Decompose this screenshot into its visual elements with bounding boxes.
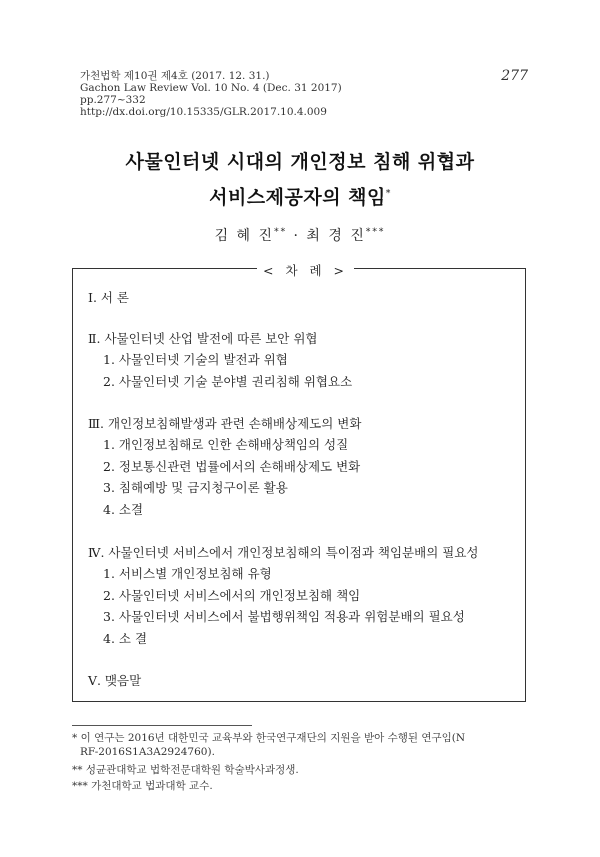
footnote-1 <box>72 731 465 759</box>
author-line <box>0 225 600 245</box>
toc-entry-3: Ⅲ. 개인정보침해발생과 관련 손해배상제도의 변화 <box>88 416 362 431</box>
footnote-1-line-1: * 이 연구는 2016년 대한민국 교육부와 한국연구재단의 지원을 받아 수행된 연구임(N <box>72 732 466 744</box>
toc-entry-3-3: 3. 침해예방 및 금지청구이론 활용 <box>103 480 288 495</box>
author-separator: · <box>293 228 300 244</box>
author-1: 김 혜 진 <box>214 228 275 244</box>
title-line-2-text: 서비스제공자의 책임 <box>209 186 386 209</box>
title-line-1: 사물인터넷 시대의 개인정보 침해 위협과 <box>125 151 475 173</box>
title-footnote-mark: * <box>385 189 391 199</box>
footnote-3: *** 가천대학교 법과대학 교수. <box>72 780 213 792</box>
toc-entry-2: Ⅱ. 사물인터넷 산업 발전에 따른 보안 위협 <box>88 331 318 346</box>
doi-link[interactable]: http://dx.doi.org/10.15335/GLR.2017.10.4.009 <box>80 106 327 118</box>
footnote-2: ** 성균관대학교 법학전문대학원 학술박사과정생. <box>72 764 299 776</box>
author-2-mark: *** <box>365 227 386 238</box>
toc-entry-3-4: 4. 소결 <box>103 502 144 517</box>
toc-entry-4-1: 1. 서비스별 개인정보침해 유형 <box>103 566 272 581</box>
toc-entry-2-2: 2. 사물인터넷 기술 분야별 권리침해 위협요소 <box>103 374 353 389</box>
title-line-2 <box>0 178 600 213</box>
journal-issue-english: Gachon Law Review Vol. 10 No. 4 (Dec. 31 2017) <box>80 82 342 94</box>
toc-entry-1: Ⅰ. 서 론 <box>88 290 130 305</box>
toc-entry-3-1: 1. 개인정보침해로 인한 손해배상책임의 성질 <box>103 437 349 452</box>
toc-entry-4: Ⅳ. 사물인터넷 서비스에서 개인정보침해의 특이점과 책임분배의 필요성 <box>88 545 479 560</box>
toc-entry-4-2: 2. 사물인터넷 서비스에서의 개인정보침해 책임 <box>103 588 361 603</box>
toc-entry-2-1: 1. 사물인터넷 기술의 발전과 위협 <box>103 352 288 367</box>
journal-issue-korean: 가천법학 제10권 제4호 (2017. 12. 31.) <box>80 70 270 82</box>
author-1-mark: ** <box>274 227 288 238</box>
author-2: 최 경 진 <box>306 228 366 244</box>
page-number: 277 <box>501 68 528 84</box>
paper-title <box>0 146 600 213</box>
toc-entry-4-4: 4. 소 결 <box>103 631 148 646</box>
toc-entry-5: Ⅴ. 맺음말 <box>88 673 142 688</box>
footnote-1-line-2: RF-2016S1A3A2924760). <box>80 746 215 758</box>
toc-entry-3-2: 2. 정보통신관련 법률에서의 손해배상제도 변화 <box>103 459 361 474</box>
toc-heading: < 차 례 > <box>257 261 354 279</box>
footnote-divider <box>72 725 252 726</box>
toc-entry-4-3: 3. 사물인터넷 서비스에서 불법행위책임 적용과 위험분배의 필요성 <box>103 609 465 624</box>
page-range: pp.277~332 <box>80 94 146 106</box>
journal-header <box>80 70 342 118</box>
